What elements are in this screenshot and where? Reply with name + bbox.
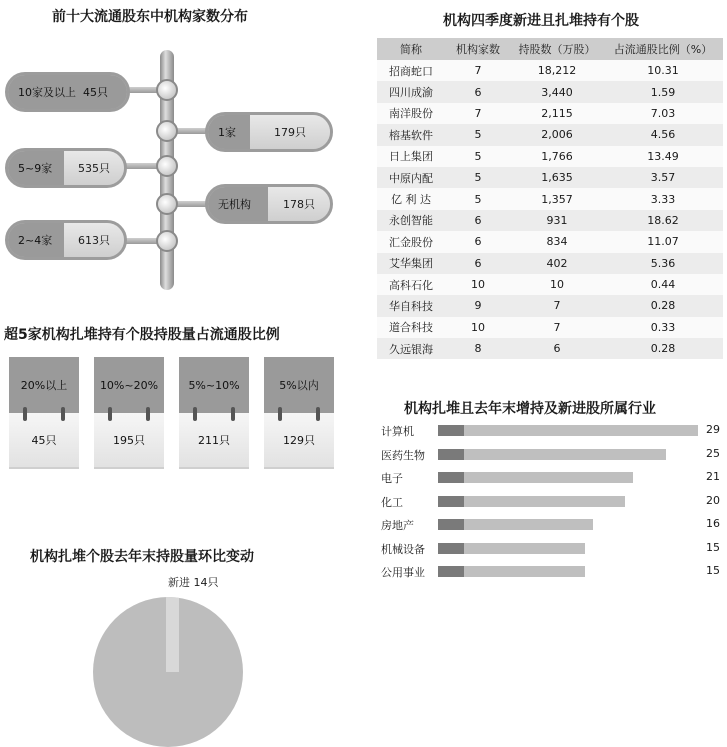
pill-2to4 (5, 220, 127, 260)
table-row (377, 124, 723, 145)
card-label: 10%~20% (94, 357, 164, 413)
pill-value: 178只 (268, 187, 330, 221)
table-cell: 5 (445, 167, 511, 188)
table-cell: 0.33 (603, 317, 723, 338)
card-value: 45只 (9, 413, 79, 469)
panel5-title: 机构扎堆个股去年末持股量环比变动 (30, 549, 254, 565)
table-cell: 2,115 (511, 103, 603, 124)
table-cell: 4.56 (603, 124, 723, 145)
industry-bar (464, 543, 585, 554)
bar-cap (438, 449, 464, 460)
table-cell: 0.44 (603, 274, 723, 295)
table-cell: 高科石化 (377, 274, 445, 295)
bar-value-label: 15 (706, 564, 720, 577)
stock-table (377, 38, 723, 359)
table-cell: 5 (445, 146, 511, 167)
table-cell: 久远银海 (377, 338, 445, 359)
ring-icon (231, 407, 235, 421)
card-label: 5%以内 (264, 357, 334, 413)
table-row (377, 338, 723, 359)
industry-bar (464, 425, 698, 436)
table-cell: 南洋股份 (377, 103, 445, 124)
table-row (377, 81, 723, 102)
industry-bar (464, 566, 585, 577)
table-cell: 华自科技 (377, 295, 445, 316)
panel3-title: 超5家机构扎堆持有个股持股量占流通股比例 (4, 327, 280, 343)
table-cell: 6 (445, 231, 511, 252)
industry-bar (464, 472, 633, 483)
table-cell: 7.03 (603, 103, 723, 124)
table-row (377, 60, 723, 81)
ring-icon (193, 407, 197, 421)
table-cell: 6 (445, 253, 511, 274)
table-cell: 6 (511, 338, 603, 359)
table-cell: 18,212 (511, 60, 603, 81)
pipe-joint (156, 155, 178, 177)
pill-5to9 (5, 148, 127, 188)
pill-value: 613只 (64, 223, 124, 257)
pill-label: 2~4家 (8, 223, 64, 257)
card-value: 129只 (264, 413, 334, 469)
table-cell: 亿 利 达 (377, 188, 445, 209)
bar-value-label: 15 (706, 540, 720, 554)
pill-none (205, 184, 333, 224)
table-cell: 招商蛇口 (377, 60, 445, 81)
industry-label: 电子 (381, 472, 403, 485)
table-cell: 四川成渝 (377, 81, 445, 102)
table-cell: 11.07 (603, 231, 723, 252)
bar-cap (438, 566, 464, 577)
table-cell: 0.28 (603, 338, 723, 359)
table-cell: 402 (511, 253, 603, 274)
table-cell: 10.31 (603, 60, 723, 81)
table-cell: 1.59 (603, 81, 723, 102)
table-cell: 艾华集团 (377, 253, 445, 274)
pipe-joint (156, 230, 178, 252)
industry-label: 房地产 (381, 519, 414, 532)
table-cell: 8 (445, 338, 511, 359)
table-cell: 道合科技 (377, 317, 445, 338)
bar-value-label: 20 (706, 493, 720, 507)
table-row (377, 188, 723, 209)
card-label: 5%~10% (179, 357, 249, 413)
calendar-card (179, 357, 249, 469)
table-cell: 5 (445, 124, 511, 145)
table-cell: 2,006 (511, 124, 603, 145)
ring-icon (316, 407, 320, 421)
table-header: 持股数（万股） (511, 38, 603, 60)
panel4-title: 机构扎堆且去年末增持及新进股所属行业 (404, 401, 656, 417)
table-cell: 1,766 (511, 146, 603, 167)
table-cell: 5 (445, 188, 511, 209)
pill-value: 45只 (83, 86, 108, 99)
table-cell: 5.36 (603, 253, 723, 274)
table-cell: 1,357 (511, 188, 603, 209)
industry-label: 计算机 (381, 425, 414, 438)
panel2-title: 机构四季度新进且扎堆持有个股 (443, 13, 639, 29)
bar-cap (438, 496, 464, 507)
table-row (377, 167, 723, 188)
ring-icon (23, 407, 27, 421)
industry-bar (464, 519, 593, 530)
table-cell: 日上集团 (377, 146, 445, 167)
table-cell: 中原内配 (377, 167, 445, 188)
table-cell: 13.49 (603, 146, 723, 167)
pill-value: 535只 (64, 151, 124, 185)
table-header: 机构家数 (445, 38, 511, 60)
ring-icon (278, 407, 282, 421)
pie-slice-new (166, 597, 179, 672)
table-cell: 3.33 (603, 188, 723, 209)
card-label: 20%以上 (9, 357, 79, 413)
table-row (377, 231, 723, 252)
table-cell: 永创智能 (377, 210, 445, 231)
table-row (377, 295, 723, 316)
pill-label: 1家 (208, 115, 250, 149)
table-row (377, 146, 723, 167)
pill-label: 10家及以上 (18, 86, 76, 99)
table-cell: 6 (445, 210, 511, 231)
table-cell: 7 (511, 295, 603, 316)
table-header: 简称 (377, 38, 445, 60)
table-cell: 18.62 (603, 210, 723, 231)
ring-icon (146, 407, 150, 421)
pipe-joint (156, 79, 178, 101)
pill-value: 179只 (250, 115, 330, 149)
table-cell: 10 (445, 274, 511, 295)
table-row (377, 103, 723, 124)
table-header-row (377, 38, 723, 60)
table-row (377, 253, 723, 274)
table-cell: 7 (445, 60, 511, 81)
table-cell: 7 (445, 103, 511, 124)
industry-bar (464, 449, 666, 460)
table-cell: 3.57 (603, 167, 723, 188)
pill-label: 无机构 (208, 187, 268, 221)
bar-cap (438, 425, 464, 436)
calendar-card (9, 357, 79, 469)
table-cell: 1,635 (511, 167, 603, 188)
pill-label: 5~9家 (8, 151, 64, 185)
panel1-title: 前十大流通股东中机构家数分布 (52, 9, 248, 25)
table-row (377, 210, 723, 231)
table-cell: 榕基软件 (377, 124, 445, 145)
change-pie-chart (93, 597, 243, 747)
new-entry-label: 新进 14只 (168, 576, 219, 589)
bar-cap (438, 543, 464, 554)
table-cell: 7 (511, 317, 603, 338)
bar-cap (438, 472, 464, 483)
table-cell: 834 (511, 231, 603, 252)
bar-cap (438, 519, 464, 530)
industry-label: 医药生物 (381, 448, 425, 462)
industry-label: 化工 (381, 495, 403, 509)
table-cell: 3,440 (511, 81, 603, 102)
table-cell: 汇金股份 (377, 231, 445, 252)
pipe-joint (156, 193, 178, 215)
calendar-card (94, 357, 164, 469)
table-cell: 9 (445, 295, 511, 316)
pill-10plus (5, 72, 130, 112)
table-row (377, 317, 723, 338)
industry-label: 公用事业 (381, 566, 425, 579)
bar-value-label: 16 (706, 517, 720, 530)
industry-bar (464, 496, 625, 507)
bar-value-label: 21 (706, 470, 720, 483)
bar-value-label: 29 (706, 423, 720, 436)
table-body (377, 60, 723, 359)
table-cell: 0.28 (603, 295, 723, 316)
table-cell: 10 (445, 317, 511, 338)
table-cell: 6 (445, 81, 511, 102)
table-row (377, 274, 723, 295)
table-cell: 931 (511, 210, 603, 231)
bar-value-label: 25 (706, 446, 720, 460)
ring-icon (108, 407, 112, 421)
pill-1 (205, 112, 333, 152)
industry-label: 机械设备 (381, 542, 425, 556)
card-value: 211只 (179, 413, 249, 469)
table-header: 占流通股比例（%） (603, 38, 723, 60)
card-value: 195只 (94, 413, 164, 469)
ring-icon (61, 407, 65, 421)
calendar-card (264, 357, 334, 469)
table-cell: 10 (511, 274, 603, 295)
pipe-joint (156, 120, 178, 142)
